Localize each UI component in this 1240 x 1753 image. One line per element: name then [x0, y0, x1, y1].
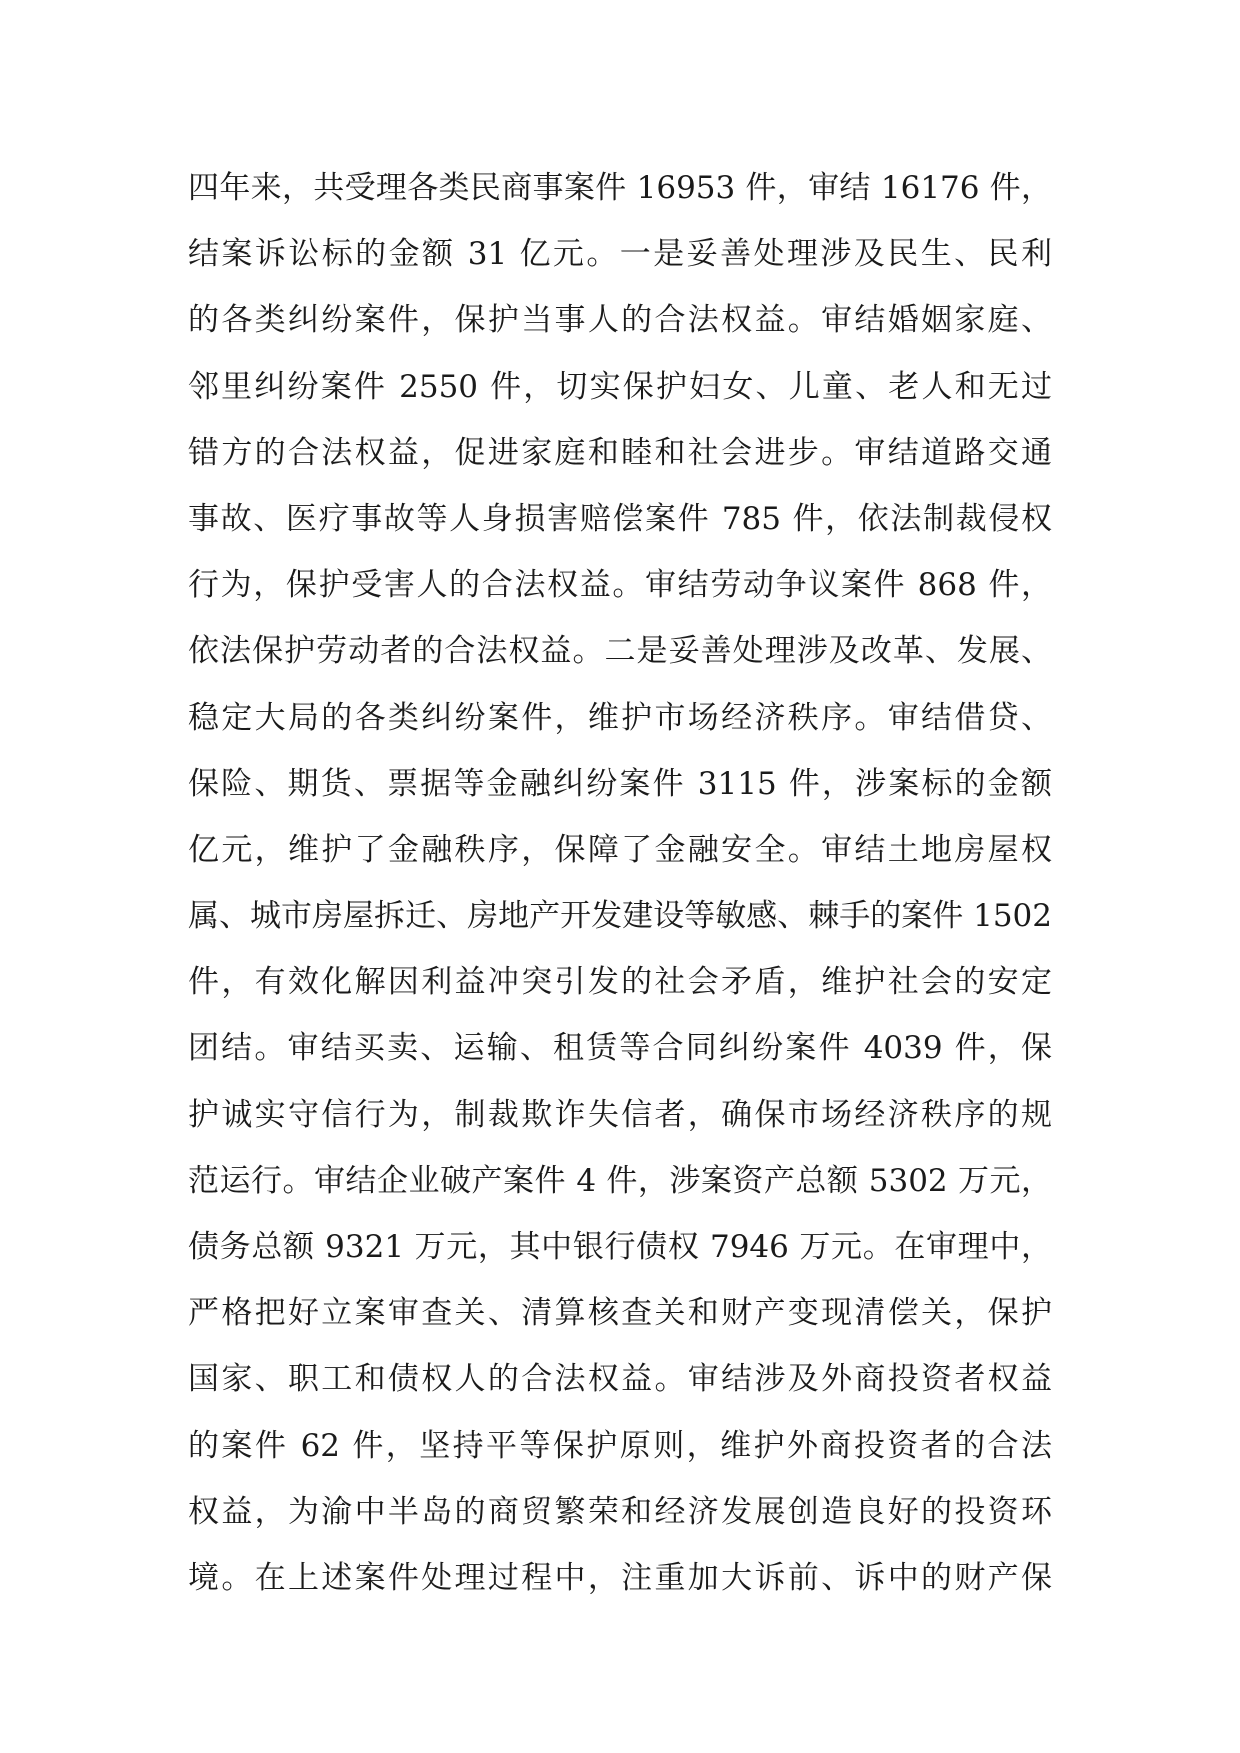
body-paragraph — [188, 155, 1052, 1611]
text-line: 境。在上述案件处理过程中，注重加大诉前、诉中的财产保 — [188, 1559, 1052, 1596]
text-line: 四年来，共受理各类民商事案件 16953 件，审结 16176 件， — [188, 170, 1052, 206]
text-line: 行为，保护受害人的合法权益。审结劳动争议案件 868 件， — [188, 567, 1052, 604]
text-line: 国家、职工和债权人的合法权益。审结涉及外商投资者权益 — [188, 1361, 1052, 1398]
text-line: 权益，为渝中半岛的商贸繁荣和经济发展创造良好的投资环 — [188, 1493, 1052, 1530]
text-line: 结案诉讼标的金额 31 亿元。一是妥善处理涉及民生、民利 — [188, 236, 1052, 273]
text-line: 事故、医疗事故等人身损害赔偿案件 785 件，依法制裁侵权 — [188, 500, 1052, 537]
text-line: 债务总额 9321 万元，其中银行债权 7946 万元。在审理中， — [188, 1229, 1052, 1265]
text-line: 护诚实守信行为，制裁欺诈失信者，确保市场经济秩序的规 — [188, 1096, 1052, 1133]
text-line: 团结。审结买卖、运输、租赁等合同纠纷案件 4039 件，保 — [188, 1030, 1052, 1067]
text-line: 稳定大局的各类纠纷案件，维护市场经济秩序。审结借贷、 — [188, 699, 1052, 736]
text-line: 范运行。审结企业破产案件 4 件，涉案资产总额 5302 万元， — [188, 1162, 1052, 1199]
text-line: 的各类纠纷案件，保护当事人的合法权益。审结婚姻家庭、 — [188, 302, 1052, 339]
text-line: 错方的合法权益，促进家庭和睦和社会进步。审结道路交通 — [188, 434, 1052, 471]
text-line: 属、城市房屋拆迁、房地产开发建设等敏感、棘手的案件 1502 — [188, 898, 1052, 935]
text-line: 件，有效化解因利益冲突引发的社会矛盾，维护社会的安定 — [188, 964, 1052, 1001]
text-line: 保险、期货、票据等金融纠纷案件 3115 件，涉案标的金额 — [188, 765, 1052, 802]
text-line: 依法保护劳动者的合法权益。二是妥善处理涉及改革、发展、 — [188, 633, 1052, 670]
text-line: 的案件 62 件，坚持平等保护原则，维护外商投资者的合法 — [188, 1427, 1052, 1464]
text-line: 亿元，维护了金融秩序，保障了金融安全。审结土地房屋权 — [188, 831, 1052, 868]
text-line: 严格把好立案审查关、清算核查关和财产变现清偿关，保护 — [188, 1295, 1052, 1332]
text-line: 邻里纠纷案件 2550 件，切实保护妇女、儿童、老人和无过 — [188, 368, 1052, 405]
